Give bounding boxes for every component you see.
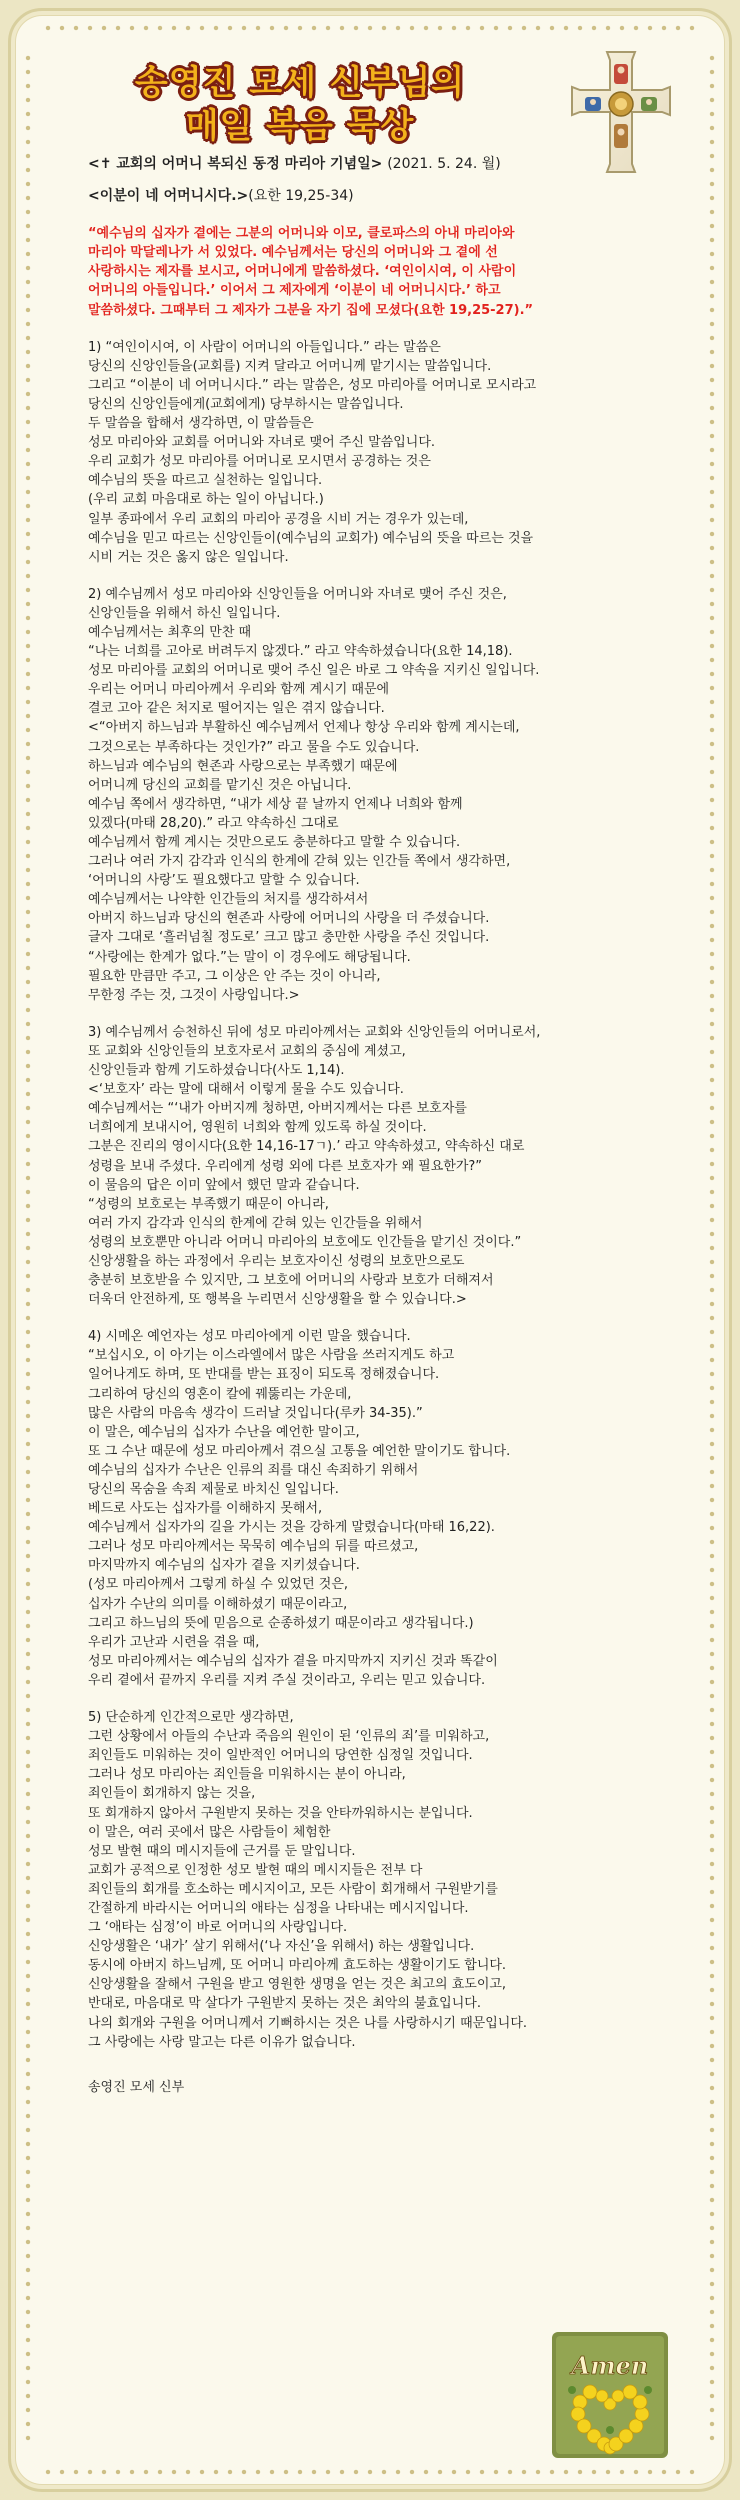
- section-line: 성령을 보내 주셨다. 우리에게 성령 외에 다른 보호자가 왜 필요한가?”: [88, 1158, 483, 1174]
- section-line: 나의 회개와 구원을 어머니께서 기뻐하시는 것은 나를 사랑하시기 때문입니다.: [88, 2015, 528, 2031]
- section-line: 동시에 아버지 하느님께, 또 어머니 마리아께 효도하는 생활이기도 합니다.: [88, 1958, 507, 1974]
- section-line: “나는 너희를 고아로 버려두지 않겠다.” 라고 약속하셨습니다(요한 14,18).: [88, 644, 513, 660]
- section-line: 신앙생활을 잘해서 구원을 받고 영원한 생명을 얻는 것은 최고의 효도이고,: [88, 1977, 507, 1993]
- section-line: 십자가 수난의 의미를 이해하셨기 때문이라고,: [88, 1596, 348, 1612]
- meditation-content: [88, 155, 648, 2097]
- section-line: 성모 마리아를 교회의 어머니로 맺어 주신 일은 바로 그 약속을 지키신 일입니다.: [88, 663, 540, 679]
- section-line: 그것으로는 부족하다는 것인가?” 라고 물을 수도 있습니다.: [88, 739, 420, 755]
- section-line: 그런 상황에서 아들의 수난과 죽음의 원인이 된 ‘인류의 죄’를 미워하고,: [88, 1729, 490, 1745]
- section-line: <‘보호자’ 라는 말에 대해서 이렇게 물을 수도 있습니다.: [88, 1082, 404, 1098]
- section-line: 일어나게도 하며, 또 반대를 받는 표징이 되도록 정해졌습니다.: [88, 1367, 440, 1383]
- section-line: 예수님께서 십자가의 길을 가시는 것을 강하게 말렸습니다(마태 16,22).: [88, 1520, 495, 1536]
- section-line: 그리고 “이분이 네 어머니시다.” 라는 말씀은, 성모 마리아를 어머니로 모시라고: [88, 377, 537, 393]
- meditation-section: [88, 585, 648, 1005]
- section-line: 예수님의 십자가 수난은 인류의 죄를 대신 속죄하기 위해서: [88, 1462, 419, 1478]
- section-line: 신앙생활을 하는 과정에서 우리는 보호자이신 성령의 보호만으로도: [88, 1253, 465, 1269]
- gospel-line: 마리아 막달레나가 서 있었다. 예수님께서는 당신의 어머니와 그 곁에 선: [88, 245, 498, 261]
- section-line: 그러나 여러 가지 감각과 인식의 한계에 갇혀 있는 인간들 쪽에서 생각하면,: [88, 854, 511, 870]
- section-line: 예수님 쪽에서 생각하면, “내가 세상 끝 날까지 언제나 너희와 함께: [88, 796, 463, 812]
- section-line: 여러 가지 감각과 인식의 한계에 갇혀 있는 인간들을 위해서: [88, 1215, 423, 1231]
- section-line: “사랑에는 한계가 없다.”는 말이 이 경우에도 해당됩니다.: [88, 949, 411, 965]
- section-line: 성모 마리아께서는 예수님의 십자가 곁을 마지막까지 지키신 것과 똑같이: [88, 1653, 498, 1669]
- gospel-reference: (요한 19,25-34): [248, 188, 354, 205]
- frame-dots-right: [709, 51, 715, 2449]
- section-line: 그리고 하느님의 뜻에 믿음으로 순종하셨기 때문이라고 생각됩니다.): [88, 1615, 474, 1631]
- feast-title: <✝ 교회의 어머니 복되신 동정 마리아 기념일>: [88, 156, 383, 172]
- amen-flower-heart-icon: [550, 2330, 670, 2460]
- section-line: 신앙인들과 함께 기도하셨습니다(사도 1,14).: [88, 1063, 345, 1079]
- title-line-2: 매일 복음 묵상: [185, 106, 415, 146]
- section-line: 그 사랑에는 사랑 말고는 다른 이유가 없습니다.: [88, 2034, 356, 2050]
- section-line: 아버지 하느님과 당신의 현존과 사랑에 어머니의 사랑을 더 주셨습니다.: [88, 911, 490, 927]
- gospel-summary: [88, 224, 648, 319]
- section-line: 예수님께서는 나약한 인간들의 처지를 생각하셔서: [88, 892, 369, 908]
- meditation-section: [88, 338, 648, 567]
- section-line: 우리 교회가 성모 마리아를 어머니로 모시면서 공경하는 것은: [88, 454, 431, 470]
- section-line: 예수님께서 함께 계시는 것만으로도 충분하다고 말할 수 있습니다.: [88, 835, 461, 850]
- section-line: 5) 단순하게 인간적으로만 생각하면,: [88, 1710, 294, 1726]
- section-line: 베드로 사도는 십자가를 이해하지 못해서,: [88, 1501, 323, 1517]
- section-line: 당신의 신앙인들을(교회를) 지켜 달라고 어머니께 맡기시는 말씀입니다.: [88, 358, 492, 374]
- section-line: (우리 교회 마음대로 하는 일이 아닙니다.): [88, 492, 324, 508]
- signature: 송영진 모세 신부: [88, 2079, 185, 2095]
- section-line: “성령의 보호로는 부족했기 때문이 아니라,: [88, 1196, 329, 1212]
- section-line: 교회가 공적으로 인정한 성모 발현 때의 메시지들은 전부 다: [88, 1862, 423, 1878]
- meditation-sections: [88, 338, 648, 2052]
- page-title: [100, 62, 500, 148]
- section-line: 그리하여 당신의 영혼이 칼에 꿰뚫리는 가운데,: [88, 1386, 352, 1402]
- section-line: 죄인들이 회개하지 않는 것을,: [88, 1786, 256, 1802]
- meditation-section: [88, 1023, 648, 1309]
- gospel-quote-heading: [88, 187, 648, 206]
- section-line: 두 말씀을 합해서 생각하면, 이 말씀들은: [88, 416, 314, 432]
- section-line: (성모 마리아께서 그렇게 하실 수 있었던 것은,: [88, 1577, 349, 1593]
- gospel-line: 사랑하시는 제자를 보시고, 어머니에게 말씀하셨다. ‘여인이시여, 이 사람이: [88, 264, 517, 280]
- section-line: 우리는 어머니 마리아께서 우리와 함께 계시기 때문에: [88, 682, 390, 698]
- section-line: 신앙인들을 위해서 하신 일입니다.: [88, 605, 281, 621]
- frame-dots-left: [25, 51, 31, 2449]
- section-line: 그 ‘애타는 심정’이 바로 어머니의 사랑입니다.: [88, 1920, 348, 1936]
- feast-date: (2021. 5. 24. 월): [387, 156, 501, 172]
- gospel-line: “예수님의 십자가 곁에는 그분의 어머니와 이모, 클로파스의 아내 마리아와: [88, 226, 515, 242]
- section-line: ‘어머니의 사랑’도 필요했다고 말할 수 있습니다.: [88, 873, 360, 889]
- section-line: 일부 종파에서 우리 교회의 마리아 공경을 시비 거는 경우가 있는데,: [88, 511, 469, 527]
- section-line: 그러나 성모 마리아는 죄인들을 미워하시는 분이 아니라,: [88, 1767, 406, 1783]
- section-line: 신앙생활은 ‘내가’ 살기 위해서(‘나 자신’을 위해서) 하는 생활입니다.: [88, 1939, 475, 1955]
- section-line: 이 물음의 답은 이미 앞에서 했던 말과 같습니다.: [88, 1177, 360, 1193]
- gospel-line: 말씀하셨다. 그때부터 그 제자가 그분을 자기 집에 모셨다(요한 19,25-27).”: [88, 302, 534, 318]
- section-line: 너희에게 보내시어, 영원히 너희와 함께 있도록 하실 것이다.: [88, 1120, 427, 1136]
- section-line: 예수님의 뜻을 따르고 실천하는 일입니다.: [88, 473, 323, 489]
- section-line: 죄인들도 미워하는 것이 일반적인 어머니의 당연한 심정일 것입니다.: [88, 1748, 473, 1764]
- title-line-1: 송영진 모세 신부님의: [134, 63, 466, 103]
- section-line: 무한정 주는 것, 그것이 사랑입니다.>: [88, 987, 300, 1003]
- section-line: 글자 그대로 ‘흘러넘칠 정도로’ 크고 많고 충만한 사랑을 주신 것입니다.: [88, 930, 490, 946]
- section-line: 많은 사람의 마음속 생각이 드러날 것입니다(루카 34-35).”: [88, 1405, 423, 1421]
- section-line: 1) “여인이시여, 이 사람이 어머니의 아들입니다.” 라는 말씀은: [88, 339, 441, 355]
- section-line: 하느님과 예수님의 현존과 사랑으로는 부족했기 때문에: [88, 758, 398, 774]
- frame-dots-bottom: [41, 2469, 699, 2475]
- section-line: 3) 예수님께서 승천하신 뒤에 성모 마리아께서는 교회와 신앙인들의 어머니로서,: [88, 1024, 541, 1040]
- section-line: 또 회개하지 않아서 구원받지 못하는 것을 안타까워하시는 분입니다.: [88, 1805, 473, 1821]
- section-line: 이 말은, 여러 곳에서 많은 사람들이 체험한: [88, 1824, 331, 1840]
- section-line: 2) 예수님께서 성모 마리아와 신앙인들을 어머니와 자녀로 맺어 주신 것은,: [88, 586, 507, 602]
- meditation-section: [88, 1708, 648, 2052]
- section-line: 간절하게 바라시는 어머니의 애타는 심정을 나타내는 메시지입니다.: [88, 1900, 469, 1916]
- gospel-line: 어머니의 아들입니다.’ 이어서 그 제자에게 ‘이분이 네 어머니시다.’ 하고: [88, 283, 501, 299]
- section-line: 그분은 진리의 영이시다(요한 14,16-17ㄱ).’ 라고 약속하셨고, 약속하신 대로: [88, 1139, 525, 1155]
- meditation-section: [88, 1327, 648, 1690]
- section-line: 더욱더 안전하게, 또 행복을 누리면서 신앙생활을 할 수 있습니다.>: [88, 1292, 467, 1308]
- section-line: “보십시오, 이 아기는 이스라엘에서 많은 사람을 쓰러지게도 하고: [88, 1348, 455, 1364]
- section-line: <“아버지 하느님과 부활하신 예수님께서 언제나 항상 우리와 함께 계시는데,: [88, 720, 520, 736]
- section-line: 성령의 보호뿐만 아니라 어머니 마리아의 보호에도 인간들을 맡기신 것이다.”: [88, 1234, 522, 1250]
- section-line: 또 그 수난 때문에 성모 마리아께서 겪으실 고통을 예언한 말이기도 합니다.: [88, 1443, 511, 1459]
- gospel-quote: <이분이 네 어머니시다.>: [88, 188, 249, 205]
- amen-text: Amen: [571, 2351, 649, 2380]
- section-line: 예수님께서는 최후의 만찬 때: [88, 624, 252, 640]
- section-line: 4) 시메온 예언자는 성모 마리아에게 이런 말을 했습니다.: [88, 1329, 411, 1345]
- section-line: 있겠다(마태 28,20).” 라고 약속하신 그대로: [88, 815, 339, 831]
- section-line: 필요한 만큼만 주고, 그 이상은 안 주는 것이 아니라,: [88, 968, 381, 984]
- section-line: 그러나 성모 마리아께서는 묵묵히 예수님의 뒤를 따르셨고,: [88, 1539, 419, 1555]
- frame-dots-top: [41, 25, 699, 31]
- section-line: 반대로, 마음대로 막 살다가 구원받지 못하는 것은 최악의 불효입니다.: [88, 1996, 481, 2012]
- section-line: 어머니께 당신의 교회를 맡기신 것은 아닙니다.: [88, 777, 352, 793]
- section-line: 당신의 신앙인들에게(교회에게) 당부하시는 말씀입니다.: [88, 396, 404, 412]
- section-line: 성모 마리아와 교회를 어머니와 자녀로 맺어 주신 말씀입니다.: [88, 435, 436, 451]
- section-line: 우리가 고난과 시련을 겪을 때,: [88, 1634, 260, 1650]
- section-line: 우리 곁에서 끝까지 우리를 지켜 주실 것이라고, 우리는 믿고 있습니다.: [88, 1672, 486, 1688]
- section-line: 당신의 목숨을 속죄 제물로 바치신 일입니다.: [88, 1482, 339, 1497]
- section-line: 예수님께서는 “‘내가 아버지께 청하면, 아버지께서는 다른 보호자를: [88, 1101, 467, 1117]
- feast-heading: [88, 155, 648, 174]
- section-line: 마지막까지 예수님의 십자가 곁을 지키셨습니다.: [88, 1558, 360, 1574]
- section-line: 성모 발현 때의 메시지들에 근거를 둔 말입니다.: [88, 1843, 356, 1859]
- section-line: 또 교회와 신앙인들의 보호자로서 교회의 중심에 계셨고,: [88, 1043, 406, 1059]
- section-line: 결코 고아 같은 처지로 떨어지는 일은 겪지 않습니다.: [88, 701, 385, 717]
- section-line: 충분히 보호받을 수 있지만, 그 보호에 어머니의 사랑과 보호가 더해져서: [88, 1273, 494, 1289]
- section-line: 이 말은, 예수님의 십자가 수난을 예언한 말이고,: [88, 1424, 360, 1440]
- section-line: 시비 거는 것은 옳지 않은 일입니다.: [88, 549, 289, 565]
- section-line: 죄인들의 회개를 호소하는 메시지이고, 모든 사람이 회개해서 구원받기를: [88, 1881, 498, 1897]
- section-line: 예수님을 믿고 따르는 신앙인들이(예수님의 교회가) 예수님의 뜻을 따르는 것을: [88, 530, 534, 546]
